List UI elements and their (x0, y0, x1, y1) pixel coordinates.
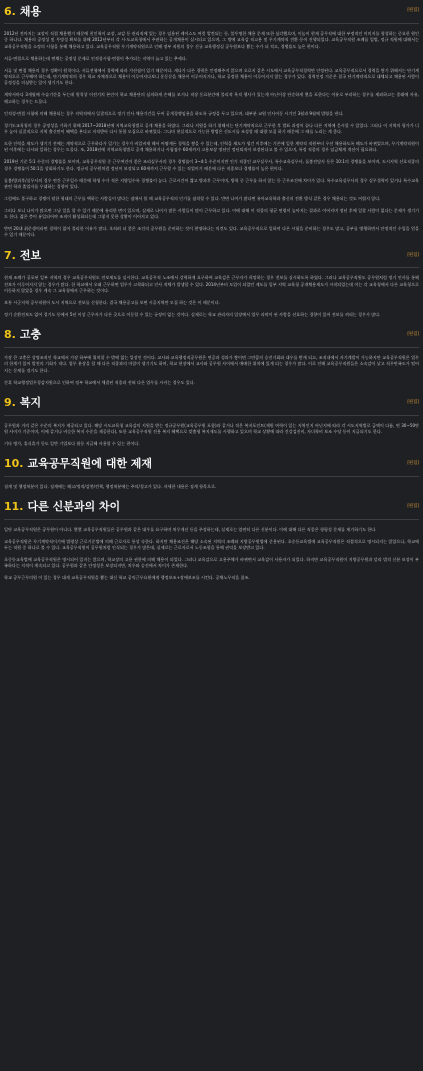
section-body-7 (4, 275, 419, 318)
paragraph: 가장 큰 고충은 상명조직인 학교에서 가장 하부에 위치할 수 밖에 없는 입장인 것이다. 교사와 교육행정직공무원은 연공과 성과가 쌓이면 그만큼의 승진기회와 대우를 받게 되고, 조직내에서 자기계발이 가능하지만 교육공무직원은 업무의 한계가 있어 발전의 기회가 적다. 업무 분장을 할 때 다른 직종과의 마찰이 생기기도 하며, 학교 현장에서 교사와 공무원 사이에서 애매한 위치에 있게 되는 경우가 많다. 이로 인해 교육공무직원들은 소속감이 낮고 직무만족도가 떨어지는 문제를 겪기도 한다. (4, 354, 419, 373)
section-title-10[interactable] (4, 457, 152, 471)
section-number[interactable]: 6. (4, 4, 16, 18)
section-header-11 (4, 496, 419, 520)
paragraph: 2012년 전까지는 교장이 직접 채용했기 때문에 친인척이 교장, 교감 등 관리직에 있는 경우 임용된 케이스도 여럿 발견되는 등, 불투명한 채용 문제 또한 심각했으며, 이놈이 현재 공무직에 대한 부정적인 이미지를 형성하는 중요한 원인 중 하나다. 채용의 공정성 및 투명성 확보를 위해 2012년부터 각 시·도교육청에서 주관하는 공개채용이 실시되고 있으며, 그 밖에 교육감 직고용 및 무기계약직 전환 등이 진행되었다. 교육공무직원 조례를 입법, 정규 직원에 대해서는 교육공무직원을 소정의 시험을 통해 채용하고 있다. 교육공무직원 무기계약직원으로 인해 정부 직원의 경우 신규 교육행정실 공무원보다 뽑는 수가 더 적고, 경쟁률도 높은 편이다. (4, 31, 419, 49)
section-header-7 (4, 244, 419, 268)
paragraph: 2019년 기준 5:1 수준의 경쟁률을 보이며, 교육공무직원 중 근무여건이 좋은 조리실무사의 경우 경쟁률이 3~4:1 수준이지만 인기 직종인 교무실무사, 특수교육실무사, 돌봄전담사 등은 10:1의 경쟁률을 보이며, 도시지역 선호직종의 경우 경쟁률이 50:1을 상회하기도 한다. 정규직 공무원처럼 정년이 보장되고 60세까지 근무할 수 있는 직업이기 때문에 다른 직종보다 경쟁률이 높은 편이다. (4, 159, 419, 171)
section-heading: 다른 신분과의 차이 (27, 500, 121, 514)
section-header-10 (4, 453, 419, 477)
section-number[interactable]: 11. (4, 500, 24, 514)
paragraph: 서류 및 면접 채용의 경우 정확이 원칙이다. 서류전형에서 경력에 따라 가산점이 있기 때문이다. 게다가 다른 경력은 인정해주지 않으며 오로지 같은 시도에서 교육공무직경력만 인정된다. 교육공무직으로서 경력을 쌓기 위해서는 단기계약직으로 근무해야 하는데, 단기계약직의 경우 학교 자체적으로 채용이 이루어지다보니 운동문을 채용이 이루어지거나, 학교 공정한 채용이 이루어지지 않는 경우가 있다. 경력인정 기준은 결국 단기계약직으로 대체되고 채용된 사람이 공정성을 의심받는 일이 생기기도 한다. (4, 67, 419, 86)
section-body-11 (4, 527, 419, 582)
edit-link[interactable]: [편집] (407, 252, 419, 258)
section-heading: 고충 (19, 328, 42, 342)
paragraph: 인적성·면접 시험에 의해 채용되는 경우 지역적에서 일괄적으로 정기 인사 채용기간을 두어 공개경쟁임용을 하도록 규정을 두고 있으며, 대부분 교원 인사이동 시기인 3월과 9월에 발령을 낸다. (4, 110, 344, 116)
paragraph: 공무원과 거의 같은 수준의 복지가 제공되고 있다. 해당 시도교육청 교육감의 지원을 받는 정규공무원(교육공무원 포함)과 같거나 적은 복지포인트(재원 여력이 있는 지역인지 아닌지에 따라 각 시도지역별로 금액이 다름, 연 30~50만 원 사이가 기준이며, 이에 같거나 비슷한 복지 수준을 제공한다), 또한 교육공무직원 전용 복지 혜택으로 맞춤형 복지제도를 시행하고 있으며 학교 상황에 따라 건강검진비, 자녀학비 보조 수당 등이 지급되기도 한다. (4, 422, 419, 434)
section-heading: 전보 (19, 248, 42, 262)
edit-link[interactable]: [편집] (407, 399, 419, 405)
section-number[interactable]: 7. (4, 248, 16, 262)
section-header-8 (4, 324, 419, 348)
paragraph: 그러나 보니 나이가 많으면 그냥 일을 할 수 있기 때문에 유리한 면이 있으며, 실제로 나이가 많은 사람들이 많이 근무하고 있다. 이에 대해 이 직종의 평균 연령이 높아지는 결과로 이어지며 정년 후에 일할 사람이 없다는 문제가 생기기도 한다. 젊은 층이 유입되어야 조직이 활성화되는데 그렇지 못한 상황이 이어지고 있다. (4, 207, 419, 220)
paragraph: 계약서마다 3개월에 수습기간을 두는데 원칙상 이전거치 본인이 학교 채용단의 심의하게 손해를 보거나 직장 동료분간에 불리적 욕적 행사가 있는게 아닌이상 단순하게 몇을 포한다는 이유로 부과하는 경우를 제외하고는 종래에 자유, 해고하는 경우는 드물다. (4, 92, 419, 104)
paragraph: 학교 공무근무의원 이 있는 경우 대게 교육공무직원을 뽑는 대신 학교 공익근무요원에게 행정보조+장애보조를 시킨다. 공채노무직을 참조. (4, 575, 250, 581)
section-title-11[interactable] (4, 500, 120, 514)
paragraph: 경기도교육청의 경우 공정성을 가하기 위해 2017~2018년에 지역교육청별로 공개 채용을 하였다. 그러나 지원을 하기 위해서는 단기계약직으로 근무한 후 발표 과정이 끝나 다른 지역에 응시할 수 있었다. 그러나 이 지역의 평가가 너무 높아 실질적으로 지역 출신만이 혜택을 본다고 지적받아 다시 통합 모집으로 바뀌었다. 그나마 현실적으로 가능한 방법은 신도시를 조성할 때 대량 모집 하기 때문에 그 때를 노리는 게 좋다. (4, 122, 419, 134)
edit-link[interactable]: [편집] (407, 461, 419, 467)
paragraph: 간혹 학교행정업무경감지원으로 인하여 정부 학교에서 체결된 직종과 전혀 다른 업무를 시키는 경우도 있다. (4, 379, 195, 385)
paragraph: 그럼에도 불구하고 경쟁이 덜한 형태의 근무를 택하는 사람들이 많다는 점에서 볼 때 교육공무직의 인기를 짐작할 수 있다. 반면 나이가 많다면 유아교육학과 출신의 전환 방식 같은 경우 채용되는 것도 어렵지 않다. (4, 195, 381, 201)
paragraph: 정기 순환전보도 없어 경기도 등에서 5년 이상 근무자가 다른 곳으로 이동할 수 있는 규정이 없는 것이다. 실제로는 학교 관리자의 입장에서 업무 파악이 된 사람을 선호하는 경향이 있어 전보를 꺼리는 경우가 많다. (4, 311, 381, 317)
paragraph: 기타 병가, 휴식휴가 등도 일반 기업보다 월등 지급해 사용할 수 있는 편이다. (4, 440, 140, 446)
section-heading: 복지 (19, 396, 42, 409)
section-header-9 (4, 392, 419, 416)
section-body-8 (4, 355, 419, 386)
paragraph: 돌봄/방과후/실무사의 경우 연간 근무일수 때문에 학생 수가 적은 지방일수록 경쟁률이 높다. 근로시간이 짧고 방과후 근무이며, 방학 중 근무를 하지 않는 등 근무조건에 차이가 있다. 특수교육실무사의 경우 실무경력이 있거나 특수교육 관련 학과 졸업자를 우대하는 경향이 있다. (4, 177, 419, 189)
section-title-8[interactable] (4, 328, 41, 342)
paragraph: 현재 조례가 공포된 일부 지역의 경우 교육공무직원도 전보제도를 실시한다. 교육공무직 노조에서 강력하게 요구하여 교육감은 근무자가 희망하는 경우 전보를 실시하도록 하였다. 그러나 교육공무직원도 공무원처럼 정기 인사를 통해 전보가 이루어지지 않는 경우가 많다. 한 학교에서 오래 근무하면 업무가 고착화되고 인사 적체가 발생할 수 있다. 2014년부터 도입이 되었던 제도를 일부 지역 교육청 공개채용제도가 시작되었는데 이는 각 교육청에서 다른 교육청으로 이동하지 않았을 경우 계속 그 교육청에서 근무하는 것이다. (4, 275, 419, 294)
paragraph: 징계 및 행정처분이 있다. 징계에는 해고/정직/감봉/견책, 행정처분에는 주의/경고가 있다. 자세한 내용은 징계 항목으로. (4, 483, 217, 489)
edit-link[interactable]: [편집] (407, 8, 419, 14)
paragraph: 일단 교육공무직원은 공무원이 아니다. 몇몇 교육공무직원들은 공무원과 같은 대우를 요구하며 처우개선 등을 주장하는데, 실제로는 엄연히 다른 신분이다. 이에 대해 다른 직종은 형평성 문제를 제기하기도 한다. (4, 526, 377, 532)
edit-link[interactable]: [편집] (407, 332, 419, 338)
paragraph: 서류·면접으로 채용하는데 면채는 공정성 문제로 인적성시험·면접이 추가되는 지역이 늘고 있는 추세다. (4, 55, 188, 61)
section-body-6 (4, 31, 419, 239)
section-number[interactable]: 10. (4, 457, 24, 471)
section-number[interactable]: 9. (4, 396, 16, 409)
section-body-10 (4, 484, 419, 490)
section-header-6 (4, 0, 419, 24)
paragraph: 보통 시군지역 공무직원이 도시 지역으로 전보를 신청한다. 결국 채용공고를 보면 시골지역만 모집 하는 것은 이 때문이다. (4, 300, 220, 306)
section-title-9[interactable] (4, 396, 41, 410)
paragraph: 초중등교육법에 교육공무직원은 명시되어 있지는 않으며, 학교장의 고용 권한에 의해 채용이 되었다. 그러나 교육감으로 고용주체가 바뀌면서 교육감이 사용자가 되었다. 하지만 교육공무직원이 지방공무원과 달리 법적 신분 보장이 부족하다는 지적이 계속되고 있다. 공무원과 같은 안정성은 보장되지만, 처우와 승진에서 차이가 존재한다. (4, 556, 419, 569)
paragraph: 반면 20대 취준생이라면 경력이 없어 불리한 이유가 많다. 오히려 더 좋은 조건의 공무원을 준비하는 것이 현명하다는 의견도 있다. 교육공무직으로 일하며 다른 시험을 준비하는 경우도 많고, 공부를 병행하면서 안정적인 수입을 얻을 수 있기 때문이다. (4, 226, 419, 238)
section-heading: 교육공무직원에 대한 제재 (27, 457, 153, 471)
edit-link[interactable]: [편집] (407, 503, 419, 509)
section-title-7[interactable] (4, 249, 41, 263)
paragraph: 교육공무직원은 무기계약직이기에 법령상 근로기준법에 의해 근로자로 통상 속한다. 하지만 채용조건은 해당 소속된 지역의 조례와 지방공무원법에 준용된다. 초중등교육법에 교육공무직원은 직접적으로 명시되지는 않았으나, 학교에 두는 직원 중 하나로 볼 수 있다. 교육공무직원이 공무원처럼 인식되는 경우가 많은데, 실제로는 근로자로서 노동조합을 통해 권익을 보장받고 있다. (4, 538, 419, 550)
paragraph: 도한 인력을 제도가 생기기 전에는 계약직으로 근무하다가 일기는 경우가 비일비재 해서 어떻게든 경력을 쌓을 수 있는데, 인력을 제도가 생긴 이후에는 기존에 일한 계약직 직원부터 우선 채용하도록 해도가 바뀌었으며, 무기계약직원이 된 이후에는 다시와 일하는 경우는 드물다. 또, 2018년에 지역교육청별로 공개 채용하거나 시험점수 60세까지 고용보장 정년인 정년퇴직이 보장된다고 볼 수 있으며, 특정 직종의 경우 임금체계 개선이 필요하다. (4, 140, 419, 153)
section-body-9 (4, 423, 419, 448)
section-title-6[interactable] (4, 5, 41, 19)
section-heading: 채용 (19, 4, 42, 18)
section-number[interactable]: 8. (4, 328, 16, 342)
